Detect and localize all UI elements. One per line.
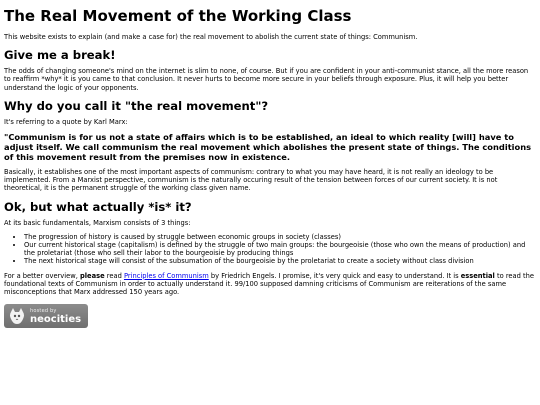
overview-bold-essential: essential <box>460 271 495 280</box>
overview-text-2: read <box>104 271 124 280</box>
principles-of-communism-link[interactable]: Principles of Communism <box>123 271 209 280</box>
neocities-badge[interactable] <box>4 304 88 328</box>
overview-paragraph <box>4 272 536 297</box>
page-title: The Real Movement of the Working Class <box>4 7 352 25</box>
list-item: • The progression of history is caused by struggle between economic groups in society (classes) <box>24 233 536 241</box>
what-is-text: At its basic fundamentals, Marxism consists of 3 things: <box>4 218 191 227</box>
heading-what-is: Ok, but what actually *is* it? <box>4 199 192 214</box>
badge-text <box>30 308 81 325</box>
why-real-text: It's referring to a quote by Karl Marx: <box>4 117 128 126</box>
overview-text-3: by Friedrich Engels. I promise, it's very quick and easy to understand. It is <box>208 271 461 280</box>
list-item: • The next historical stage will consist of the subsumation of the bourgeoisie by the proletariat to create a society without class division <box>24 257 536 265</box>
badge-hosted-by: hosted by <box>30 307 57 314</box>
overview-text-1: For a better overview, <box>4 271 80 280</box>
why-real-explain: Basically, it establishes one of the most important aspects of communism: contrary to what you may have heard, it is not really an ideology to be implemented. From a Marxist perspective, communism is the naturally occuring result of the tension between forces of our current society. It is not theoretical, it is the permanent struggle of the working class given name. <box>4 168 498 193</box>
badge-neocities: neocities <box>30 313 82 325</box>
intro-text: This website exists to explain (and make a case for) the real movement to abolish the current state of things: Communism. <box>4 33 418 41</box>
overview-text-4: to read the foundational texts of Communism in order to actually understand it. 99/100 supposed damning criticisms of Communism are reiterations of the same misconceptions that Marx addressed 150 years ago. <box>4 271 534 297</box>
fundamentals-list <box>4 233 536 266</box>
heading-give-break: Give me a break! <box>4 48 116 63</box>
heading-why-real: Why do you call it "the real movement"? <box>4 98 269 113</box>
marx-quote: "Communism is for us not a state of affairs which is to be established, an ideal to which reality [will] have to adjust itself. We call communism the real movement which abolishes the present state of things. The conditions of this movement result from the premises now in existence. <box>4 132 532 163</box>
overview-bold-please: please <box>79 271 105 280</box>
neocities-cat-icon <box>8 307 26 325</box>
give-break-text: The odds of changing someone's mind on the internet is slim to none, of course. But if you are confident in your anti-communist stance, all the more reason to reaffirm *why* it is you came to that conclusion. It never hurts to become more secure in your beliefs through exposure. Plus, it will help you better understand the logic of your opponents. <box>4 67 529 92</box>
list-item: • Our current historical stage (capitalism) is defined by the struggle of two main groups: the bourgeoisie (those who own the means of production) and the proletariat (those who sell their labor to the bourgeoisie by producing things <box>24 241 536 257</box>
